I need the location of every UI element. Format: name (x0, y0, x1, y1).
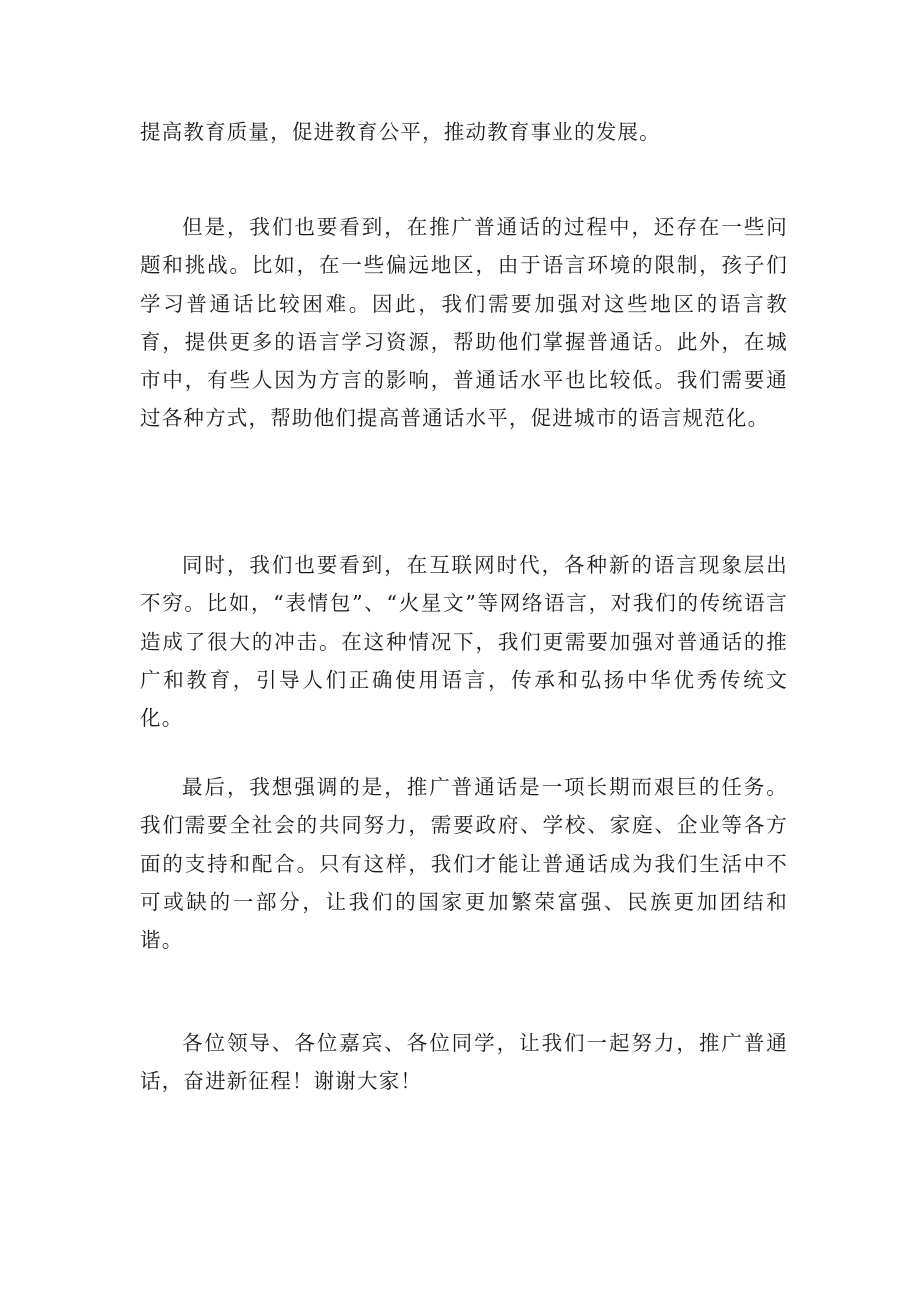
paragraph-internet-era: 同时，我们也要看到，在互联网时代，各种新的语言现象层出不穷。比如，“表情包”、“火星文”等网络语言，对我们的传统语言造成了很大的冲击。在这种情况下，我们更需要加强对普通话的推广和教育，引导人们正确使用语言，传承和弘扬中华优秀传统文化。 (140, 553, 788, 731)
paragraph-conclusion: 最后，我想强调的是，推广普通话是一项长期而艰巨的任务。我们需要全社会的共同努力，需要政府、学校、家庭、企业等各方面的支持和配合。只有这样，我们才能让普通话成为我们生活中不可或缺的一部分，让我们的国家更加繁荣富强、民族更加团结和谐。 (140, 775, 788, 953)
paragraph-challenges: 但是，我们也要看到，在推广普通话的过程中，还存在一些问题和挑战。比如，在一些偏远地区，由于语言环境的限制，孩子们学习普通话比较困难。因此，我们需要加强对这些地区的语言教育，提供更多的语言学习资源，帮助他们掌握普通话。此外，在城市中，有些人因为方言的影响，普通话水平也比较低。我们需要通过各种方式，帮助他们提高普通话水平，促进城市的语言规范化。 (140, 215, 788, 431)
paragraph-continuation: 提高教育质量，促进教育公平，推动教育事业的发展。 (140, 120, 661, 144)
paragraph-closing-remarks: 各位领导、各位嘉宾、各位同学，让我们一起努力，推广普通话，奋进新征程！谢谢大家！ (140, 1031, 788, 1094)
